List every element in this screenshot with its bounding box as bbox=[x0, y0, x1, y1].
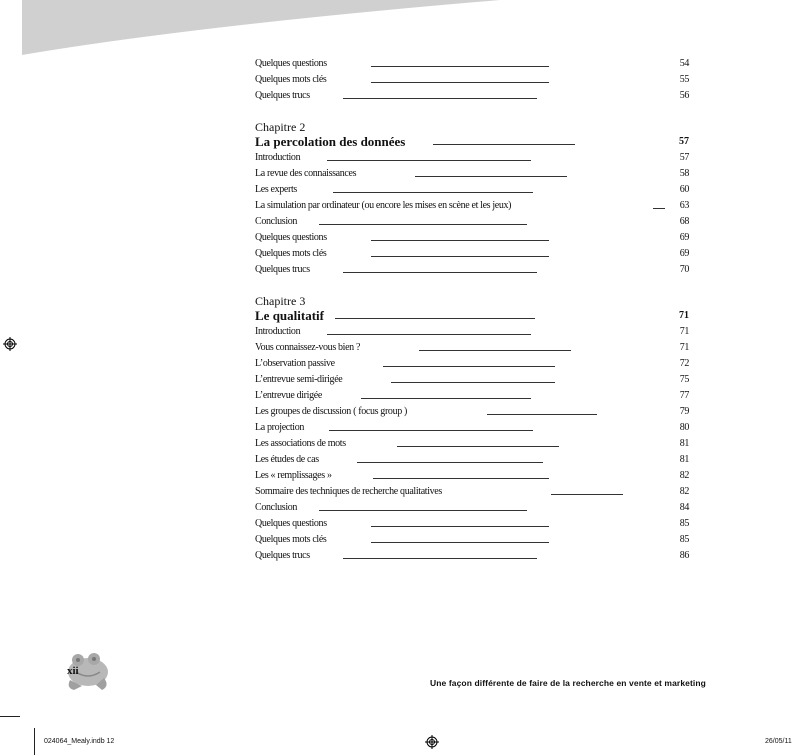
slug-date: 26/05/11 bbox=[765, 738, 792, 745]
toc-entry-page: 69 bbox=[679, 248, 689, 259]
toc-entry-page: 81 bbox=[679, 454, 689, 465]
leader-line bbox=[357, 462, 543, 463]
toc-entry-page: 71 bbox=[679, 326, 689, 337]
toc-entry-label: Les études de cas bbox=[255, 454, 319, 465]
leader-line bbox=[319, 510, 527, 511]
toc-entry-label: La simulation par ordinateur (ou encore les mises en scène et les jeux) bbox=[255, 200, 512, 211]
leader-line bbox=[653, 208, 665, 209]
chapter-3-heading: Chapitre 3 bbox=[255, 294, 306, 308]
toc-entry-page: 86 bbox=[679, 550, 689, 561]
crop-mark bbox=[0, 716, 20, 717]
leader-line bbox=[371, 66, 549, 67]
leader-line bbox=[319, 224, 527, 225]
toc-intro-block bbox=[255, 56, 689, 104]
leader-line bbox=[397, 446, 559, 447]
toc-entry-label: L’observation passive bbox=[255, 358, 335, 369]
toc-entry-label: Quelques mots clés bbox=[255, 74, 327, 85]
toc-entry bbox=[255, 420, 689, 436]
leader-line bbox=[333, 192, 533, 193]
toc-entry-page: 68 bbox=[679, 216, 689, 227]
toc-entry-label: Quelques trucs bbox=[255, 264, 310, 275]
toc-entry-page: 82 bbox=[679, 486, 689, 497]
chapter-2-title-page: 57 bbox=[679, 136, 689, 147]
leader-line bbox=[343, 558, 537, 559]
leader-line bbox=[361, 398, 531, 399]
toc-entry bbox=[255, 372, 689, 388]
toc-entry bbox=[255, 198, 689, 214]
toc-entry-label: L’entrevue semi-dirigée bbox=[255, 374, 343, 385]
toc-entry bbox=[255, 182, 689, 198]
toc-entry bbox=[255, 388, 689, 404]
toc-entry bbox=[255, 436, 689, 452]
toc-entry-page: 70 bbox=[679, 264, 689, 275]
running-footer-title: Une façon différente de faire de la recherche en vente et marketing bbox=[430, 678, 706, 688]
toc-entry-page: 80 bbox=[679, 422, 689, 433]
toc-entry-label: Quelques questions bbox=[255, 518, 327, 529]
toc-entry bbox=[255, 532, 689, 548]
toc-entry-label: Introduction bbox=[255, 326, 301, 337]
toc-entry-label: Quelques mots clés bbox=[255, 248, 327, 259]
leader-line bbox=[327, 334, 531, 335]
toc-entry-label: Quelques trucs bbox=[255, 550, 310, 561]
toc-entry bbox=[255, 150, 689, 166]
toc-entry bbox=[255, 340, 689, 356]
toc-entry-label: Conclusion bbox=[255, 502, 298, 513]
toc-entry bbox=[255, 516, 689, 532]
toc-entry-page: 85 bbox=[679, 518, 689, 529]
toc-entry-page: 71 bbox=[679, 342, 689, 353]
toc-entry-page: 57 bbox=[679, 152, 689, 163]
toc-entry bbox=[255, 166, 689, 182]
toc-entry bbox=[255, 484, 689, 500]
toc-entry-label: La revue des connaissances bbox=[255, 168, 357, 179]
toc-entry-page: 75 bbox=[679, 374, 689, 385]
toc-entry-label: Les experts bbox=[255, 184, 297, 195]
toc-entry bbox=[255, 468, 689, 484]
toc-entry-page: 82 bbox=[679, 470, 689, 481]
toc-entry-page: 60 bbox=[679, 184, 689, 195]
toc-entry-page: 56 bbox=[679, 90, 689, 101]
header-banner bbox=[0, 0, 800, 60]
toc-entry bbox=[255, 214, 689, 230]
toc-entry-label: Vous connaissez-vous bien ? bbox=[255, 342, 361, 353]
chapter-2-title bbox=[255, 134, 689, 150]
leader-line bbox=[371, 526, 549, 527]
registration-mark-icon bbox=[3, 337, 17, 351]
toc-entry-page: 77 bbox=[679, 390, 689, 401]
toc-entry bbox=[255, 452, 689, 468]
toc-entry bbox=[255, 88, 689, 104]
chapter-3-title bbox=[255, 308, 689, 324]
leader-line bbox=[371, 256, 549, 257]
toc-entry bbox=[255, 356, 689, 372]
leader-line bbox=[335, 318, 535, 319]
toc-entry-label: Quelques questions bbox=[255, 58, 327, 69]
toc-entry bbox=[255, 262, 689, 278]
chapter-2-title-label: La percolation des données bbox=[255, 134, 406, 149]
toc-entry-label: La projection bbox=[255, 422, 305, 433]
toc-entry-page: 79 bbox=[679, 406, 689, 417]
toc-entry bbox=[255, 72, 689, 88]
toc-entry-page: 84 bbox=[679, 502, 689, 513]
toc-entry-page: 55 bbox=[679, 74, 689, 85]
registration-mark-icon bbox=[425, 735, 439, 749]
leader-line bbox=[371, 240, 549, 241]
chapter-2-entries bbox=[255, 150, 689, 278]
leader-line bbox=[415, 176, 567, 177]
chapter-3-title-page: 71 bbox=[679, 310, 689, 321]
toc-entry-page: 81 bbox=[679, 438, 689, 449]
toc-entry-page: 63 bbox=[679, 200, 689, 211]
toc-entry-page: 58 bbox=[679, 168, 689, 179]
toc-entry-label: Sommaire des techniques de recherche qualitatives bbox=[255, 486, 442, 497]
toc-entry-page: 72 bbox=[679, 358, 689, 369]
toc-entry bbox=[255, 324, 689, 340]
toc-entry-label: Les « remplissages » bbox=[255, 470, 332, 481]
leader-line bbox=[487, 414, 597, 415]
leader-line bbox=[551, 494, 623, 495]
leader-line bbox=[433, 144, 575, 145]
chapter-2-heading: Chapitre 2 bbox=[255, 120, 306, 134]
toc-entry-label: Conclusion bbox=[255, 216, 298, 227]
toc-entry bbox=[255, 404, 689, 420]
leader-line bbox=[391, 382, 555, 383]
toc-entry bbox=[255, 56, 689, 72]
leader-line bbox=[343, 272, 537, 273]
leader-line bbox=[383, 366, 555, 367]
toc-entry-page: 69 bbox=[679, 232, 689, 243]
leader-line bbox=[327, 160, 531, 161]
leader-line bbox=[419, 350, 571, 351]
toc-entry bbox=[255, 548, 689, 564]
chapter-3-title-label: Le qualitatif bbox=[255, 308, 324, 323]
leader-line bbox=[371, 82, 549, 83]
leader-line bbox=[373, 478, 549, 479]
toc-entry-label: Les associations de mots bbox=[255, 438, 346, 449]
toc-entry-page: 85 bbox=[679, 534, 689, 545]
toc-entry-label: Quelques trucs bbox=[255, 90, 310, 101]
toc-entry bbox=[255, 230, 689, 246]
page-number: xii bbox=[67, 665, 79, 677]
crop-mark bbox=[34, 728, 35, 755]
toc-entry bbox=[255, 246, 689, 262]
toc-entry-label: Quelques mots clés bbox=[255, 534, 327, 545]
slug-filename: 024064_Mealy.indb 12 bbox=[44, 738, 115, 745]
toc-entry bbox=[255, 500, 689, 516]
table-of-contents bbox=[255, 56, 689, 564]
toc-entry-label: Quelques questions bbox=[255, 232, 327, 243]
leader-line bbox=[329, 430, 533, 431]
leader-line bbox=[371, 542, 549, 543]
leader-line bbox=[343, 98, 537, 99]
toc-entry-label: L’entrevue dirigée bbox=[255, 390, 322, 401]
toc-entry-label: Introduction bbox=[255, 152, 301, 163]
toc-entry-label: Les groupes de discussion ( focus group ) bbox=[255, 406, 408, 417]
toc-entry-page: 54 bbox=[679, 58, 689, 69]
chapter-3-entries bbox=[255, 324, 689, 564]
